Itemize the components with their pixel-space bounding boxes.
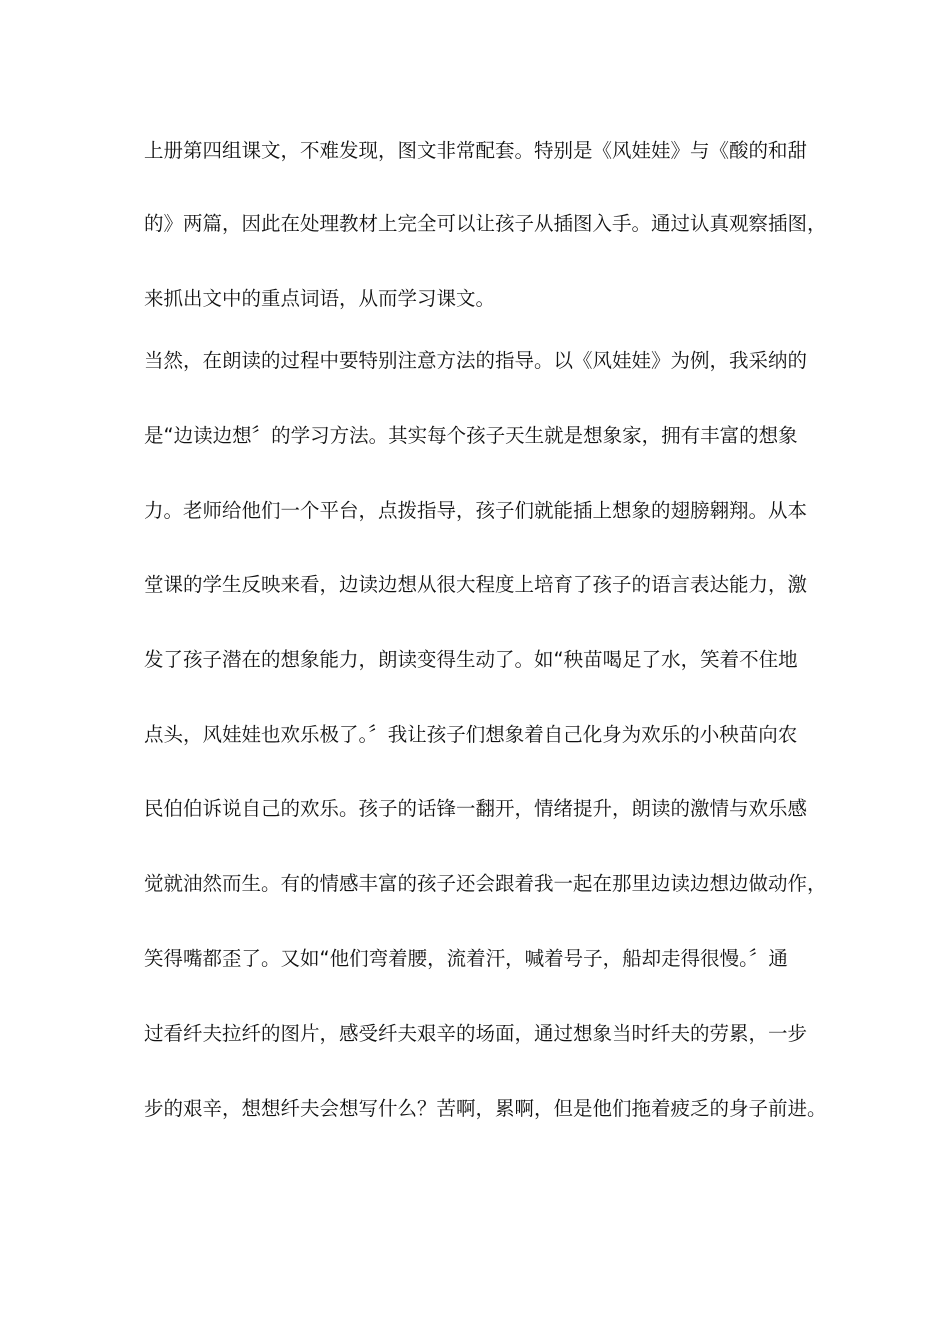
text-line-11: 觉就油然而生。有的情感丰富的孩子还会跟着我一起在那里边读边想边做动作， [144, 872, 827, 895]
text-line-6: 力。老师给他们一个平台，点拨指导，孩子们就能插上想象的翅膀翱翔。从本 [144, 499, 808, 522]
text-line-2: 的》两篇，因此在处理教材上完全可以让孩子从插图入手。通过认真观察插图， [144, 212, 827, 235]
text-line-5: 是“边读边想〞的学习方法。其实每个孩子天生就是想象家，拥有丰富的想象 [144, 424, 798, 447]
text-line-10: 民伯伯诉说自己的欢乐。孩子的话锋一翻开，情绪提升，朗读的激情与欢乐感 [144, 797, 808, 820]
text-line-7: 堂课的学生反映来看，边读边想从很大程度上培育了孩子的语言表达能力，激 [144, 573, 808, 596]
text-line-4: 当然，在朗读的过程中要特别注意方法的指导。以《风娃娃》为例，我采纳的 [144, 349, 808, 372]
text-line-8: 发了孩子潜在的想象能力，朗读变得生动了。如“秧苗喝足了水，笑着不住地 [144, 648, 798, 671]
text-line-14: 步的艰辛，想想纤夫会想写什么？苦啊，累啊，但是他们拖着疲乏的身子前进。 [144, 1097, 827, 1120]
text-line-12: 笑得嘴都歪了。又如“他们弯着腰，流着汗，喊着号子，船却走得很慢。〞通 [144, 947, 788, 970]
text-line-3: 来抓出文中的重点词语，从而学习课文。 [144, 287, 496, 310]
text-line-9: 点头，风娃娃也欢乐极了。〞我让孩子们想象着自己化身为欢乐的小秧苗向农 [144, 723, 798, 746]
text-line-13: 过看纤夫拉纤的图片，感受纤夫艰辛的场面，通过想象当时纤夫的劳累，一步 [144, 1022, 808, 1045]
text-line-1: 上册第四组课文，不难发现，图文非常配套。特别是《风娃娃》与《酸的和甜 [144, 139, 808, 162]
